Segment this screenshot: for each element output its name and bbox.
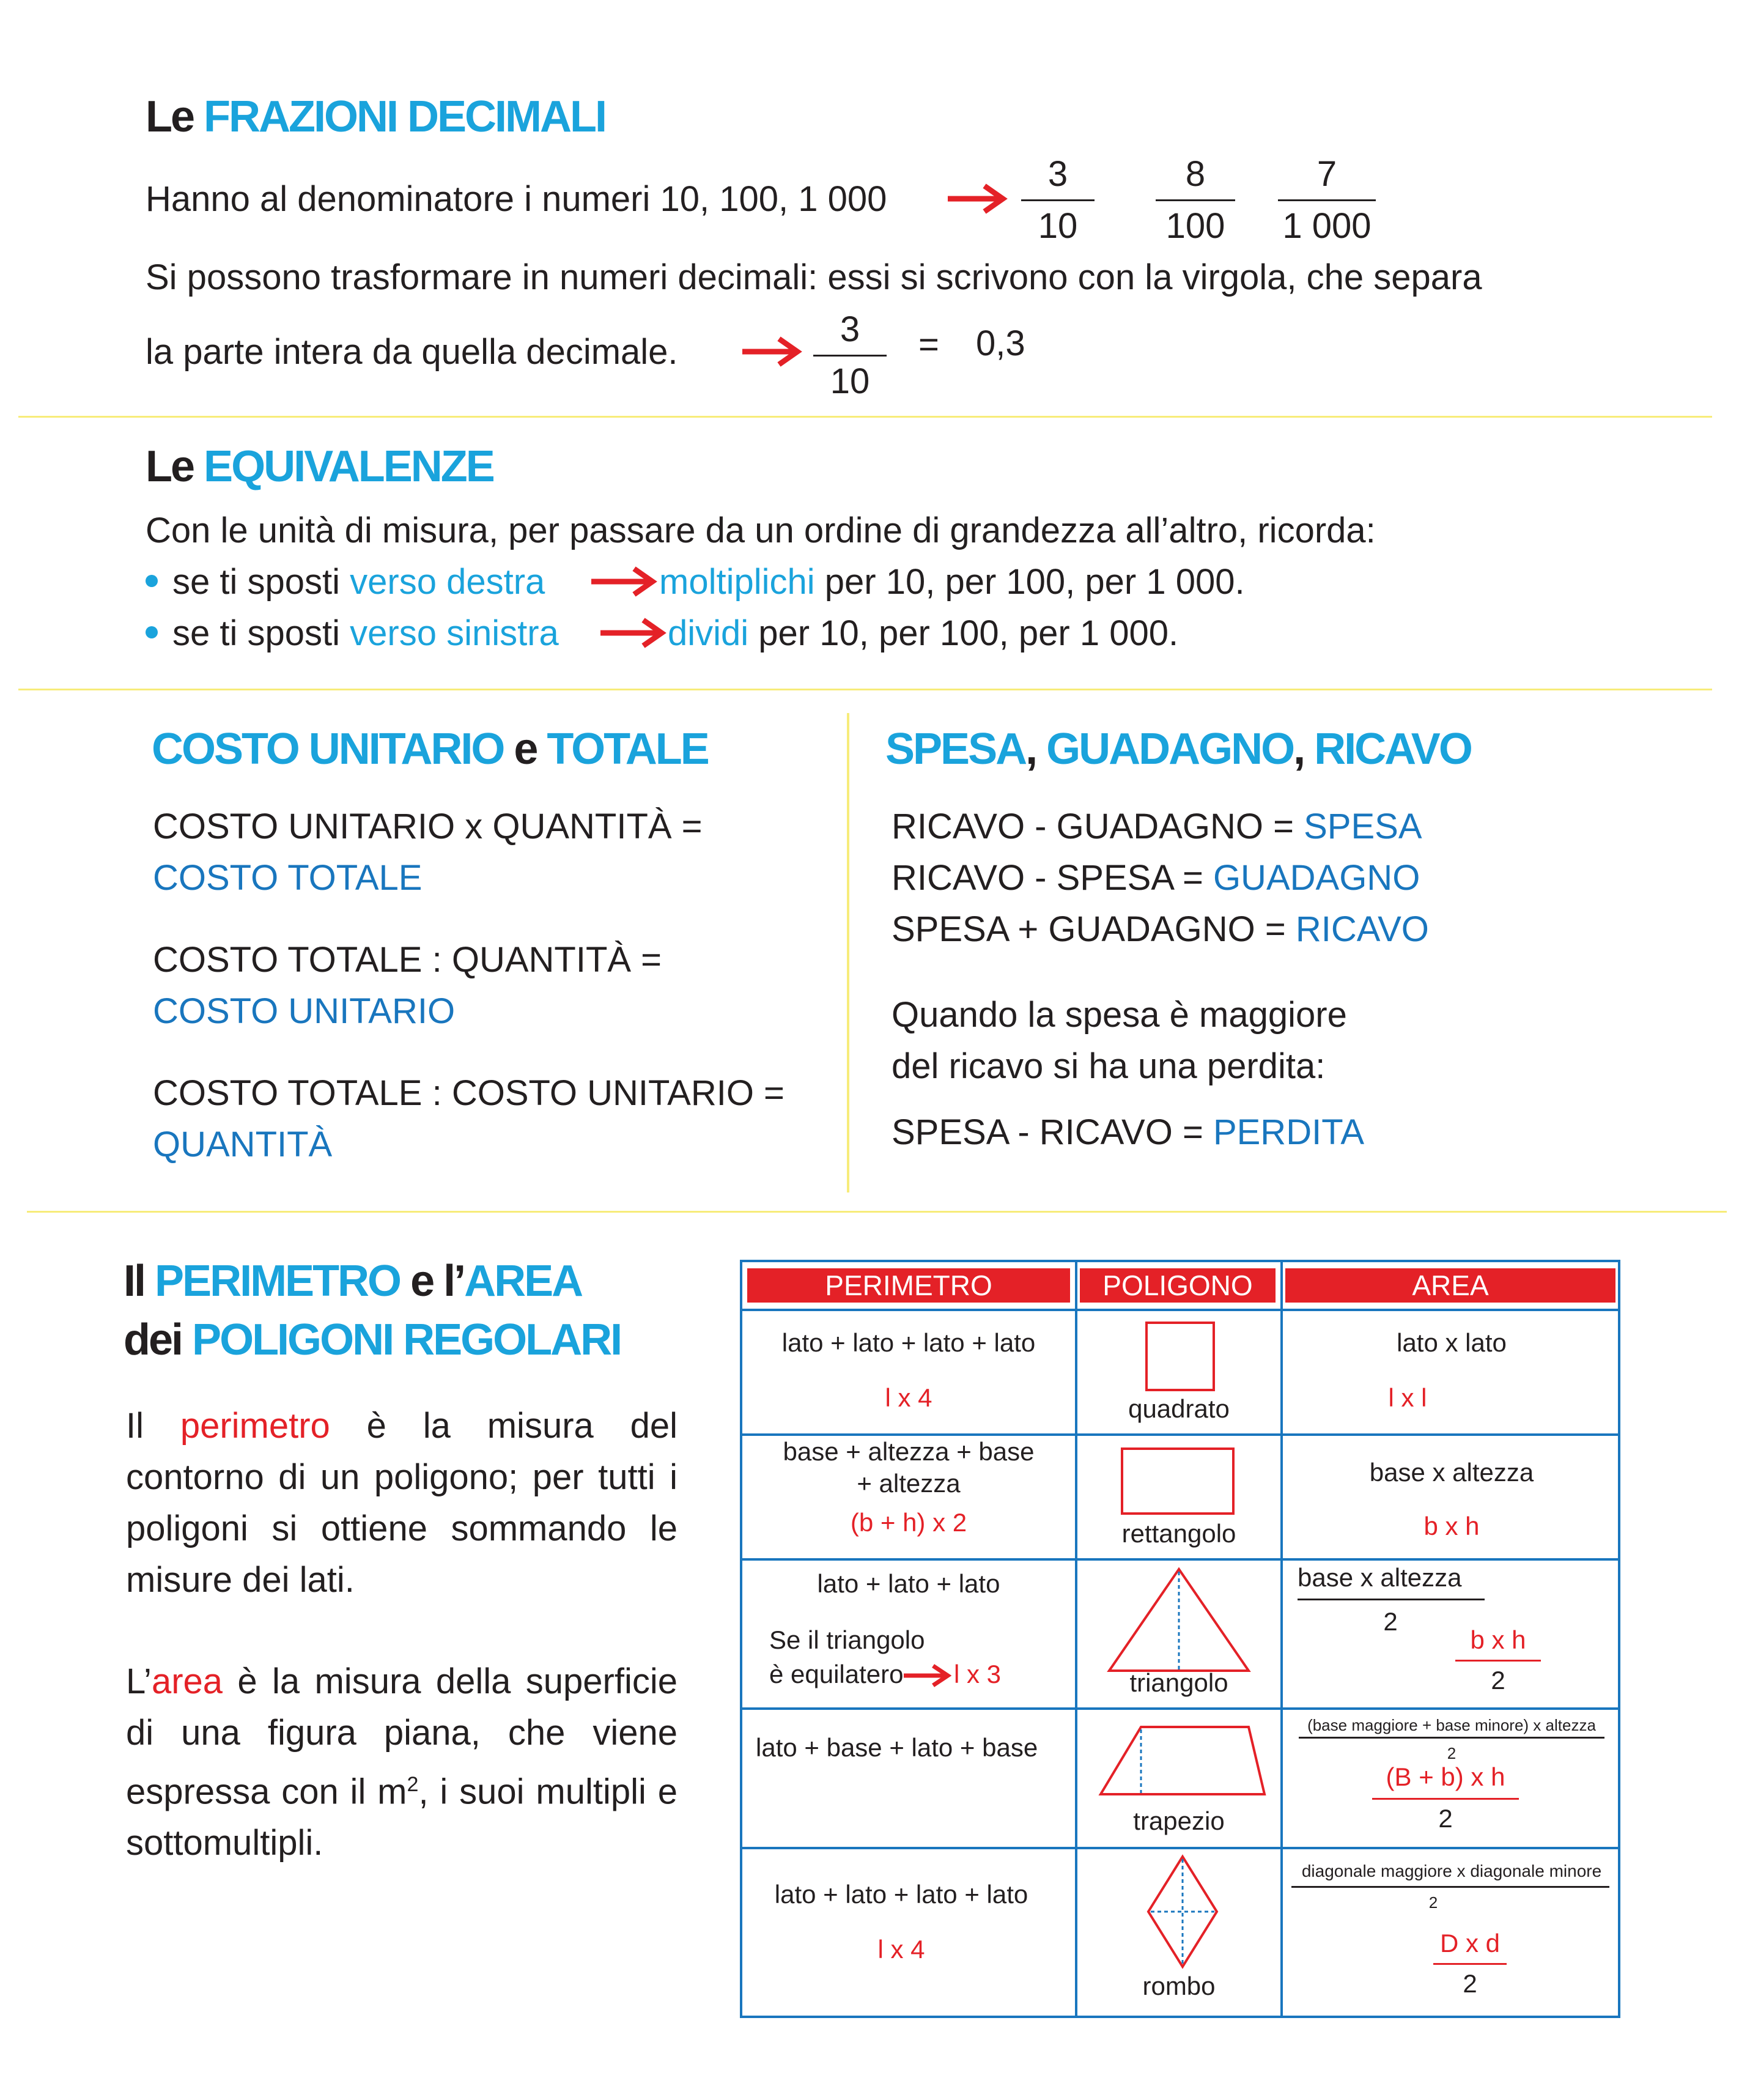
row5-perim: lato + lato + lato + lato	[774, 1880, 1028, 1909]
title-part: COSTO UNITARIO	[152, 725, 504, 774]
title-part: PERIMETRO	[155, 1257, 401, 1306]
title-part: Il	[124, 1257, 145, 1306]
row1-area: lato x lato	[1397, 1328, 1507, 1357]
rectangle-shape-icon	[1120, 1447, 1235, 1515]
frazioni-title	[146, 92, 605, 142]
poligoni-title-line1	[124, 1256, 582, 1306]
rhombus-shape-icon	[1146, 1854, 1219, 1969]
title-part: e	[514, 725, 537, 774]
formula-expr: RICAVO - GUADAGNO =	[892, 807, 1304, 846]
perimetro-paragraph	[126, 1400, 678, 1606]
area-paragraph	[126, 1656, 678, 1869]
row2-perim-l2: + altezza	[857, 1469, 961, 1498]
row3-note-l2: è equilatero	[769, 1660, 904, 1688]
separator	[27, 1211, 1727, 1213]
row5-area-num: diagonale maggiore x diagonale minore	[1301, 1862, 1602, 1880]
arrow-icon	[947, 183, 1008, 214]
row5-area-den: 2	[1428, 1893, 1438, 1912]
table-hline	[742, 1433, 1618, 1436]
title-highlight: EQUIVALENZE	[204, 442, 493, 491]
header-perimetro: PERIMETRO	[747, 1268, 1070, 1303]
spesa-formula-2	[892, 857, 1420, 898]
spesa-note-2: del ricavo si ha una perdita:	[892, 1046, 1326, 1086]
row3-note-l1: Se il triangolo	[769, 1625, 925, 1654]
row2-perim-l1: base + altezza + base	[783, 1437, 1035, 1466]
fraction-bar	[1455, 1660, 1541, 1662]
spesa-loss-formula	[892, 1112, 1364, 1153]
para-text: , i suoi multipli e sottomultipli.	[126, 1772, 678, 1863]
fraction-denominator: 10	[1038, 206, 1078, 246]
costo-formula-2: COSTO TOTALE : QUANTITÀ =	[153, 940, 662, 980]
header-area: AREA	[1285, 1268, 1615, 1303]
row5-area-formula-num: D x d	[1439, 1929, 1501, 1958]
title-prefix: Le	[146, 442, 194, 491]
row2-area: base x altezza	[1369, 1458, 1534, 1487]
direction-label: verso sinistra	[350, 613, 559, 653]
fraction-denominator: 100	[1165, 206, 1225, 246]
superscript: 2	[407, 1773, 419, 1796]
bullet-left	[146, 613, 559, 654]
spesa-title	[885, 724, 1471, 774]
para-text: L’	[126, 1662, 152, 1701]
formula-result: SPESA	[1304, 807, 1422, 846]
equivalenze-title	[146, 442, 493, 492]
costo-title	[152, 724, 708, 774]
bullet-text: per 10, per 100, per 1 000.	[748, 613, 1179, 653]
bullet-dot-icon	[146, 575, 158, 587]
frazioni-line2: Si possono trasformare in numeri decimali: essi si scrivono con la virgola, che separa	[146, 257, 1482, 297]
table-hline	[742, 1707, 1618, 1710]
bullet-right-op	[659, 561, 1245, 602]
spesa-formula-3	[892, 909, 1429, 950]
row4-area-num: (base maggiore + base minore) x altezza	[1307, 1716, 1596, 1734]
fraction-bar	[1372, 1798, 1519, 1800]
frazioni-line3: la parte intera da quella decimale.	[146, 332, 678, 372]
row3-area-formula-num: b x h	[1470, 1625, 1526, 1654]
direction-label: verso destra	[350, 562, 545, 602]
fraction-numerator: 8	[1185, 154, 1206, 194]
costo-formula-3: COSTO TOTALE : COSTO UNITARIO =	[153, 1073, 785, 1113]
fraction-bar	[1299, 1737, 1604, 1739]
formula-expr: RICAVO - SPESA =	[892, 858, 1213, 898]
title-part: e l’	[410, 1257, 465, 1306]
operation-label: moltiplichi	[659, 562, 815, 602]
row1-perim: lato + lato + lato + lato	[781, 1328, 1036, 1357]
para-keyword: area	[151, 1662, 223, 1701]
title-part: GUADAGNO	[1046, 725, 1294, 774]
separator	[18, 689, 1712, 690]
costo-formula-1: COSTO UNITARIO x QUANTITÀ =	[153, 807, 703, 846]
triangle-shape-icon	[1107, 1567, 1251, 1674]
row3-perim: lato + lato + lato	[817, 1569, 1000, 1598]
row5-area-formula-den: 2	[1463, 1969, 1477, 1998]
para-keyword: perimetro	[180, 1406, 330, 1446]
fraction-bar	[1291, 1886, 1609, 1888]
fraction-numerator: 3	[1047, 154, 1068, 194]
trapezoid-shape-icon	[1098, 1725, 1267, 1797]
table-hline	[742, 1309, 1618, 1311]
header-poligono: POLIGONO	[1080, 1268, 1276, 1303]
arrow-icon	[741, 336, 802, 367]
arrow-icon	[599, 618, 666, 648]
fraction-bar	[1298, 1599, 1485, 1600]
operation-label: dividi	[668, 613, 749, 653]
conversion-fraction	[813, 308, 887, 403]
costo-result-1: COSTO TOTALE	[153, 858, 423, 898]
formula-result: PERDITA	[1213, 1112, 1365, 1152]
formula-expr: SPESA + GUADAGNO =	[892, 909, 1296, 949]
arrow-icon	[903, 1663, 951, 1688]
row4-area-formula-den: 2	[1438, 1804, 1453, 1833]
costo-result-3: QUANTITÀ	[153, 1125, 333, 1164]
bullet-dot-icon	[146, 626, 158, 638]
table-vline	[1280, 1262, 1283, 2016]
para-text: è la misura del contorno di un poligono; per tutti i poligoni si ottiene sommando le misure dei lati.	[126, 1406, 678, 1600]
formula-result: RICAVO	[1295, 909, 1429, 949]
row1-area-formula: l x l	[1388, 1383, 1427, 1412]
row2-shape-label: rettangolo	[1121, 1519, 1236, 1548]
fraction-denominator: 10	[830, 361, 870, 401]
bullet-right	[146, 561, 545, 602]
row3-note-formula: l x 3	[954, 1660, 1002, 1688]
fraction-bar	[1433, 1963, 1507, 1965]
title-part: AREA	[464, 1257, 582, 1306]
separator	[18, 416, 1712, 418]
row5-perim-formula: l x 4	[877, 1935, 925, 1964]
poligoni-title-line2	[124, 1315, 621, 1365]
title-part: RICAVO	[1314, 725, 1471, 774]
equals-sign: =	[918, 325, 939, 364]
table-hline	[742, 1847, 1618, 1849]
bullet-text: per 10, per 100, per 1 000.	[814, 562, 1245, 602]
row3-area-den: 2	[1383, 1607, 1398, 1636]
title-part: TOTALE	[547, 725, 708, 774]
row1-shape-label: quadrato	[1128, 1394, 1230, 1423]
formula-result: GUADAGNO	[1213, 858, 1420, 898]
equivalenze-intro: Con le unità di misura, per passare da un ordine di grandezza all’altro, ricorda:	[146, 511, 1376, 550]
bullet-left-op	[668, 613, 1178, 654]
title-part: SPESA	[885, 725, 1026, 774]
fraction-denominator: 1 000	[1282, 206, 1372, 246]
fraction-numerator: 7	[1316, 154, 1337, 194]
title-highlight: FRAZIONI DECIMALI	[204, 92, 605, 141]
polygon-table	[740, 1260, 1620, 2018]
row4-area-formula-num: (B + b) x h	[1386, 1762, 1505, 1791]
para-text: è la misura della superficie di una figura piana, che viene espressa con il m	[126, 1662, 678, 1812]
fraction-8-100	[1156, 153, 1235, 248]
spesa-note-1: Quando la spesa è maggiore	[892, 995, 1347, 1035]
row4-shape-label: trapezio	[1133, 1806, 1225, 1835]
title-comma: ,	[1293, 725, 1304, 774]
row4-area-den: 2	[1447, 1744, 1457, 1762]
column-divider	[847, 713, 849, 1192]
row2-area-formula: b x h	[1423, 1512, 1480, 1540]
row4-perim: lato + base + lato + base	[756, 1733, 1038, 1762]
frazioni-line1: Hanno al denominatore i numeri 10, 100, 1 000	[146, 179, 887, 219]
para-text: Il	[126, 1406, 144, 1446]
bullet-text: se ti sposti	[172, 562, 350, 602]
title-part: POLIGONI REGOLARI	[192, 1315, 621, 1364]
title-comma: ,	[1025, 725, 1036, 774]
formula-expr: SPESA - RICAVO =	[892, 1112, 1213, 1152]
row1-perim-formula: l x 4	[885, 1383, 932, 1412]
fraction-3-10	[1021, 153, 1095, 248]
row3-shape-label: triangolo	[1129, 1668, 1228, 1697]
square-shape-icon	[1145, 1321, 1216, 1392]
row3-area-num: base x altezza	[1298, 1563, 1462, 1592]
row5-shape-label: rombo	[1142, 1972, 1216, 2000]
arrow-icon	[590, 566, 657, 597]
row2-perim-formula: (b + h) x 2	[850, 1508, 967, 1537]
title-part: dei	[124, 1315, 182, 1364]
row3-area-formula-den: 2	[1491, 1666, 1505, 1695]
table-hline	[742, 1558, 1618, 1561]
fraction-numerator: 3	[840, 309, 860, 349]
table-vline	[1075, 1262, 1077, 2016]
spesa-formula-1	[892, 806, 1422, 847]
costo-result-2: COSTO UNITARIO	[153, 991, 456, 1031]
conversion-result: 0,3	[976, 324, 1025, 363]
bullet-text: se ti sposti	[172, 613, 350, 653]
title-prefix: Le	[146, 92, 194, 141]
fraction-7-1000	[1278, 153, 1376, 248]
